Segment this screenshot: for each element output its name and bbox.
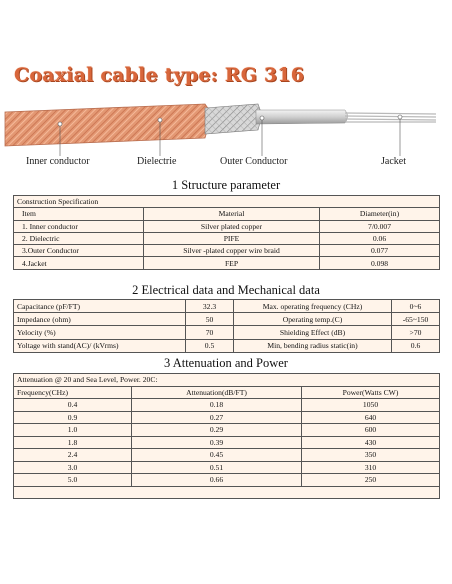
- table-cell: 32.3: [186, 300, 234, 313]
- section3-heading: 3 Attenuation and Power: [164, 356, 288, 370]
- table-cell: 0.51: [132, 461, 302, 474]
- table-cell: 0.6: [392, 339, 440, 352]
- cable-illustration: [0, 90, 452, 160]
- table-row: [14, 339, 440, 352]
- table-cell: 1.0: [14, 424, 132, 437]
- table-row: [14, 424, 440, 437]
- cable-braid: [205, 104, 262, 134]
- cable-jacket: [5, 104, 212, 146]
- table-cell: 0.39: [132, 436, 302, 449]
- electrical-table: [13, 299, 440, 353]
- table-row: [14, 326, 440, 339]
- table-row: [14, 461, 440, 474]
- table-header-cell: Item: [14, 208, 144, 220]
- table-row: [14, 474, 440, 487]
- structure-caption: Construction Specification: [14, 196, 440, 208]
- table-row: [14, 449, 440, 462]
- section2-heading: 2 Electrical data and Mechanical data: [132, 283, 320, 297]
- table-cell: PIFE: [144, 232, 320, 244]
- table-row: [14, 411, 440, 424]
- table-cell: 430: [302, 436, 440, 449]
- table-cell: Capacitance (pF/FT): [14, 300, 186, 313]
- table-header-row: [14, 208, 440, 220]
- table-row: [14, 245, 440, 257]
- table-cell: 0.9: [14, 411, 132, 424]
- table-header-cell: Power(Watts CW): [302, 386, 440, 399]
- table-cell: 7/0.007: [320, 220, 440, 232]
- table-cell: 4.Jacket: [14, 257, 144, 269]
- cable-dielectric: [256, 110, 348, 124]
- table-cell: 600: [302, 424, 440, 437]
- table-row: [14, 313, 440, 326]
- table-cell: 0~6: [392, 300, 440, 313]
- table-cell: 3.0: [14, 461, 132, 474]
- label-dielectric: Dielectrie: [137, 156, 177, 167]
- label-jacket: Jacket: [381, 156, 406, 167]
- table-cell: Shielding Effect (dB): [234, 326, 392, 339]
- table-header-cell: Material: [144, 208, 320, 220]
- table-cell: 70: [186, 326, 234, 339]
- table-cell: 0.29: [132, 424, 302, 437]
- table-header-cell: Frequency(CHz): [14, 386, 132, 399]
- table-cell: Yelocity (%): [14, 326, 186, 339]
- empty-row: [14, 486, 440, 498]
- table-cell: Impedance (ohm): [14, 313, 186, 326]
- table-header-cell: Attenuation(dB/FT): [132, 386, 302, 399]
- table-cell: 0.5: [186, 339, 234, 352]
- table-cell: 310: [302, 461, 440, 474]
- table-cell: 1. Inner conductor: [14, 220, 144, 232]
- cable-inner-conductor: [345, 113, 436, 122]
- label-outer-conductor: Outer Conductor: [220, 156, 288, 167]
- table-cell: 250: [302, 474, 440, 487]
- table-cell: Operating temp.(C): [234, 313, 392, 326]
- attenuation-caption: Attenuation @ 20 and Sea Level, Power. 20C:: [14, 374, 440, 387]
- table-cell: 640: [302, 411, 440, 424]
- table-cell: 0.06: [320, 232, 440, 244]
- label-inner-conductor: Inner conductor: [26, 156, 90, 167]
- table-cell: FEP: [144, 257, 320, 269]
- table-row: [14, 220, 440, 232]
- table-cell: 2.4: [14, 449, 132, 462]
- table-header-cell: Diameter(in): [320, 208, 440, 220]
- structure-table: [13, 195, 440, 270]
- table-cell: 3.Outer Conductor: [14, 245, 144, 257]
- table-cell: 50: [186, 313, 234, 326]
- table-cell: 0.27: [132, 411, 302, 424]
- table-cell: >70: [392, 326, 440, 339]
- table-cell: 0.098: [320, 257, 440, 269]
- table-row: [14, 436, 440, 449]
- table-header-row: [14, 386, 440, 399]
- table-cell: Max. operating frequency (CHz): [234, 300, 392, 313]
- table-cell: 350: [302, 449, 440, 462]
- attenuation-table: [13, 373, 440, 499]
- table-cell: Silver plated copper: [144, 220, 320, 232]
- table-cell: Min, bending radius static(in): [234, 339, 392, 352]
- table-cell: 0.4: [14, 399, 132, 412]
- table-row: [14, 257, 440, 269]
- table-cell: 2. Dielectric: [14, 232, 144, 244]
- table-cell: -65~150: [392, 313, 440, 326]
- table-cell: 1.8: [14, 436, 132, 449]
- page-title: Coaxial cable type: RG 316: [14, 64, 305, 86]
- table-cell: Yoltage with stand(AC)/ (kVrms): [14, 339, 186, 352]
- table-row: [14, 300, 440, 313]
- section1-heading: 1 Structure parameter: [171, 178, 281, 192]
- table-cell: Silver -plated copper wire braid: [144, 245, 320, 257]
- table-cell: 0.66: [132, 474, 302, 487]
- table-row: [14, 232, 440, 244]
- table-cell: 0.077: [320, 245, 440, 257]
- table-cell: 0.18: [132, 399, 302, 412]
- table-cell: 0.45: [132, 449, 302, 462]
- table-cell: 5.0: [14, 474, 132, 487]
- table-cell: 1050: [302, 399, 440, 412]
- table-row: [14, 399, 440, 412]
